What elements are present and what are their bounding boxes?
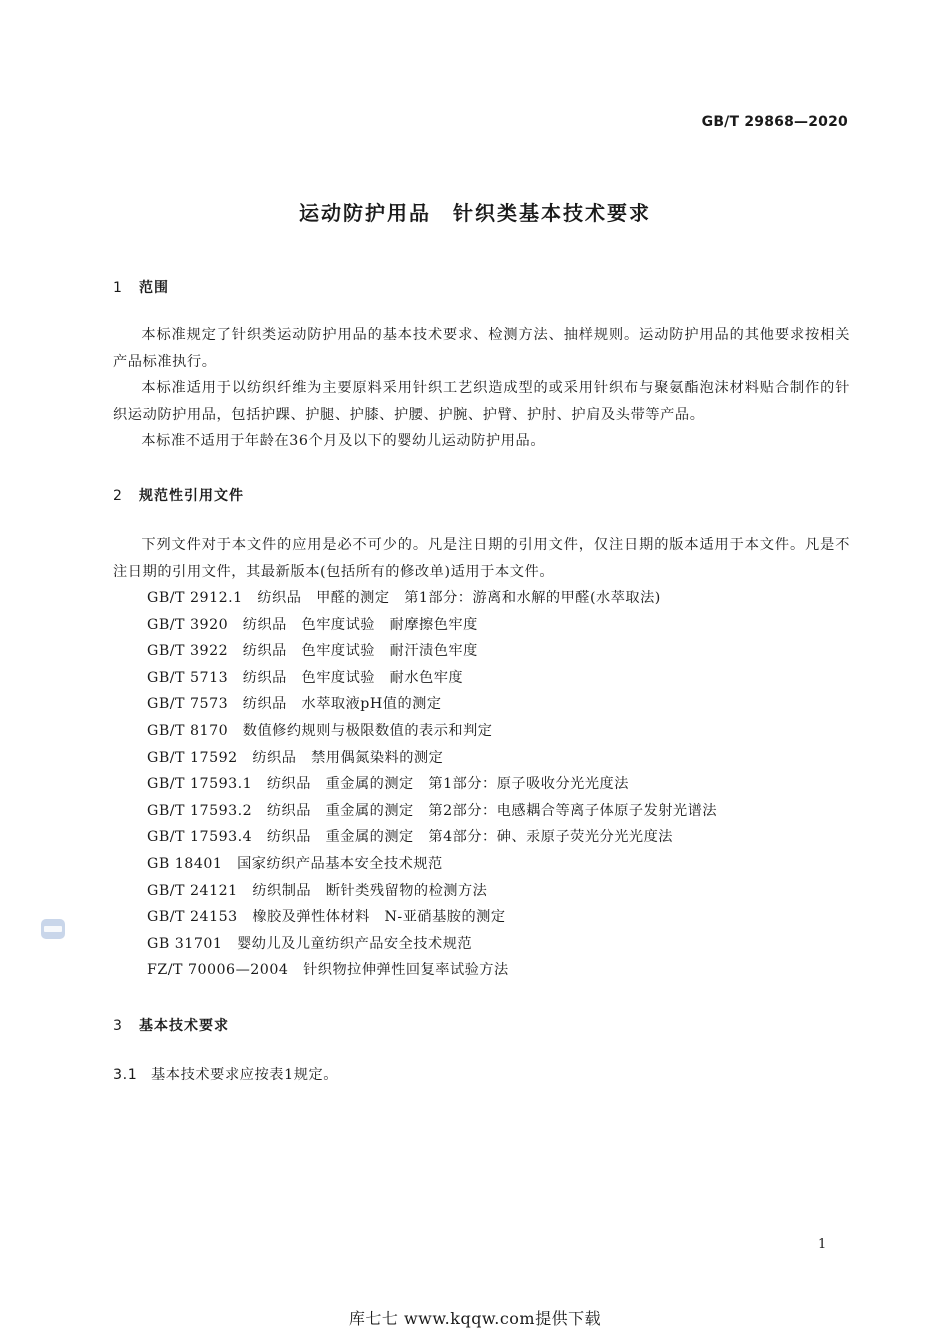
reference-item: GB/T 8170 数值修约规则与极限数值的表示和判定 <box>147 722 493 739</box>
reference-item: GB/T 17593.2 纺织品 重金属的测定 第2部分：电感耦合等离子体原子发射光谱法 <box>147 802 718 819</box>
reference-item: GB/T 7573 纺织品 水萃取液pH值的测定 <box>147 696 442 713</box>
reference-item: GB/T 24153 橡胶及弹性体材料 N-亚硝基胺的测定 <box>147 909 506 926</box>
section-number: 1 <box>113 280 123 296</box>
standard-code: GB/T 29868—2020 <box>701 114 848 130</box>
reference-item: GB 18401 国家纺织产品基本安全技术规范 <box>147 855 443 872</box>
section-title: 基本技术要求 <box>139 1018 229 1034</box>
section-1-paragraph-3: 本标准不适用于年龄在36个月及以下的婴幼儿运动防护用品。 <box>141 433 546 449</box>
clause-number: 3.1 <box>113 1067 138 1083</box>
section-1-paragraph-1: 本标准规定了针织类运动防护用品的基本技术要求、检测方法、抽样规则。运动防护用品的其他要求按相关产品标准执行。 <box>113 327 850 370</box>
footer-source: 库七七 www.kqqw.com提供下载 <box>348 1309 602 1328</box>
sac-logo-icon <box>40 917 66 941</box>
section-title: 规范性引用文件 <box>139 488 244 504</box>
reference-item: GB/T 17593.1 纺织品 重金属的测定 第1部分：原子吸收分光光度法 <box>147 776 629 793</box>
section-3-heading <box>113 1015 229 1035</box>
clause-text: 基本技术要求应按表1规定。 <box>151 1067 339 1083</box>
reference-item: GB/T 17592 纺织品 禁用偶氮染料的测定 <box>147 749 444 766</box>
reference-item: GB/T 2912.1 纺织品 甲醛的测定 第1部分：游离和水解的甲醛(水萃取法) <box>147 590 661 606</box>
reference-item: FZ/T 70006—2004 针织物拉伸弹性回复率试验方法 <box>147 962 509 979</box>
section-2-heading <box>113 485 244 505</box>
reference-item: GB/T 3922 纺织品 色牢度试验 耐汗渍色牢度 <box>147 643 478 660</box>
page-number: 1 <box>818 1237 827 1252</box>
reference-item: GB/T 5713 纺织品 色牢度试验 耐水色牢度 <box>147 669 464 686</box>
section-1-paragraph-2: 本标准适用于以纺织纤维为主要原料采用针织工艺织造成型的或采用针织布与聚氨酯泡沫材料贴合制作的针织运动防护用品，包括护踝、护腿、护膝、护腰、护腕、护臂、护肘、护肩及头带等产品。 <box>113 380 850 423</box>
section-number: 3 <box>113 1018 123 1034</box>
clause-3-1 <box>113 1064 338 1084</box>
reference-list <box>147 585 717 984</box>
section-1-heading <box>113 277 169 297</box>
reference-item: GB 31701 婴幼儿及儿童纺织产品安全技术规范 <box>147 935 473 952</box>
section-title: 范围 <box>139 280 169 296</box>
reference-item: GB/T 24121 纺织制品 断针类残留物的检测方法 <box>147 882 488 899</box>
section-number: 2 <box>113 488 123 504</box>
reference-item: GB/T 17593.4 纺织品 重金属的测定 第4部分：砷、汞原子荧光分光光度法 <box>147 829 673 846</box>
section-2-intro: 下列文件对于本文件的应用是必不可少的。凡是注日期的引用文件，仅注日期的版本适用于本文件。凡是不注日期的引用文件，其最新版本(包括所有的修改单)适用于本文件。 <box>113 537 850 580</box>
document-title: 运动防护用品 针织类基本技术要求 <box>299 201 651 225</box>
reference-item: GB/T 3920 纺织品 色牢度试验 耐摩擦色牢度 <box>147 616 478 633</box>
